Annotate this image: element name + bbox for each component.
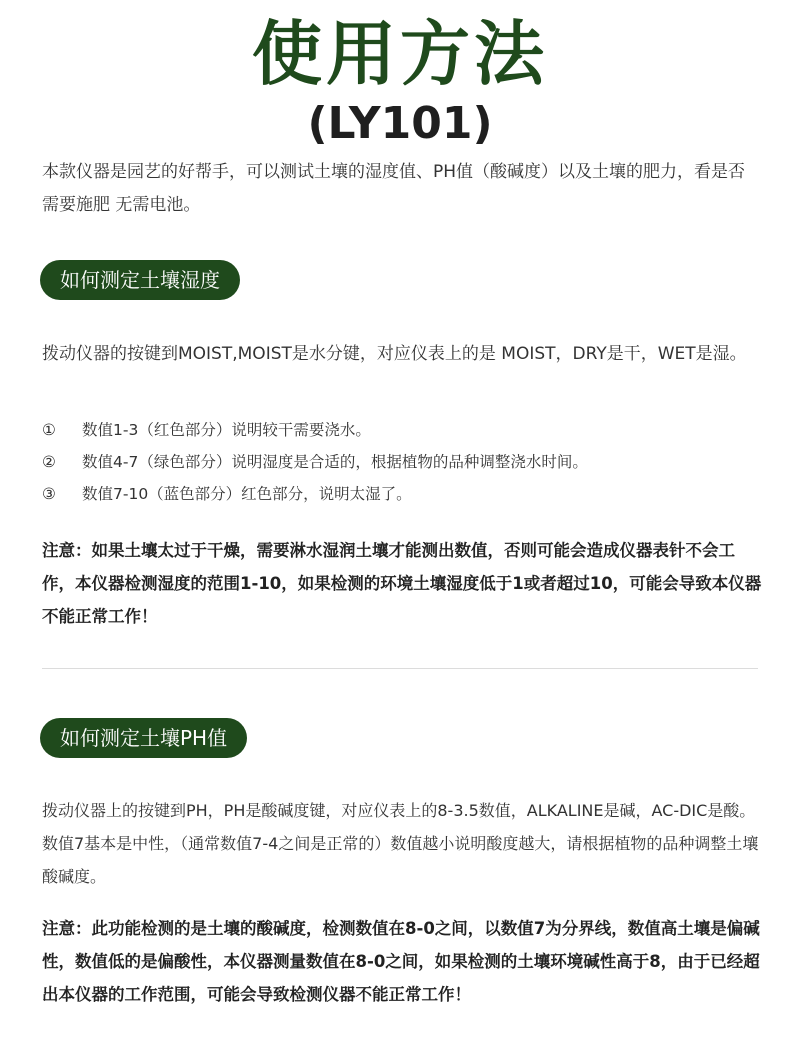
list-number: ③ <box>42 485 56 503</box>
intro-paragraph: 本款仪器是园艺的好帮手，可以测试土壤的湿度值、PH值（酸碱度）以及土壤的肥力，看是否需要施肥 无需电池。 <box>42 162 746 215</box>
page-title: 使用方法 <box>252 13 548 95</box>
list-number: ② <box>42 453 56 471</box>
list-text: 数值7-10（蓝色部分）红色部分，说明太湿了。 <box>82 485 412 503</box>
list-item <box>42 414 762 446</box>
list-item <box>42 446 762 478</box>
moisture-range-list <box>42 414 762 510</box>
list-number: ① <box>42 421 56 439</box>
moisture-section-heading: 如何测定土壤湿度 <box>40 260 240 300</box>
model-number: (LY101) <box>307 98 493 149</box>
moisture-note: 注意：如果土壤太过于干燥，需要淋水湿润土壤才能测出数值，否则可能会造成仪器表针不会工作，本仪器检测湿度的范围1-10，如果检测的环境土壤湿度低于1或者超过10，可能会导致本仪器不能正常工作！ <box>42 541 762 626</box>
section-divider <box>42 668 758 669</box>
list-text: 数值4-7（绿色部分）说明湿度是合适的，根据植物的品种调整浇水时间。 <box>82 453 588 471</box>
ph-note: 注意：此功能检测的是土壤的酸碱度，检测数值在8-0之间，以数值7为分界线，数值高土壤是偏碱性，数值低的是偏酸性，本仪器测量数值在8-0之间，如果检测的土壤环境碱性高于8，由于已经超出本仪器的工作范围，可能会导致检测仪器不能正常工作！ <box>42 919 760 1004</box>
list-text: 数值1-3（红色部分）说明较干需要浇水。 <box>82 421 371 439</box>
ph-section-heading: 如何测定土壤PH值 <box>40 718 247 758</box>
ph-description: 拨动仪器上的按键到PH，PH是酸碱度键，对应仪表上的8-3.5数值，ALKALINE是碱，AC-DIC是酸。数值7基本是中性，（通常数值7-4之间是正常的）数值越小说明酸度越大，请根据植物的品种调整土壤酸碱度。 <box>42 801 759 886</box>
list-item <box>42 478 762 510</box>
moisture-description: 拨动仪器的按键到MOIST,MOIST是水分键，对应仪表上的是 MOIST，DRY是干，WET是湿。 <box>42 344 747 364</box>
